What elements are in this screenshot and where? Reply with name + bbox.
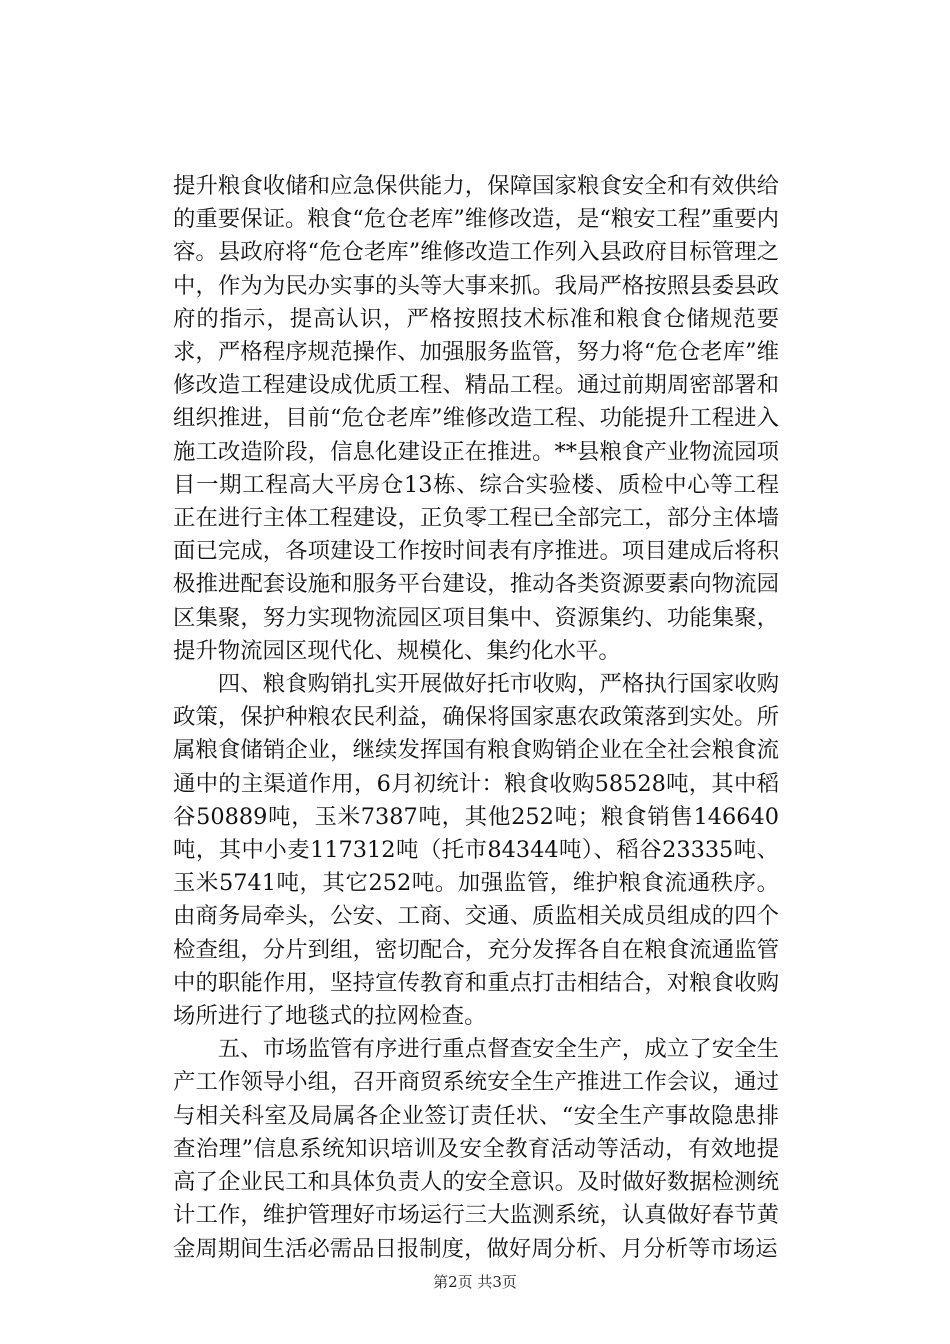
page-footer: 第2页 共3页: [433, 1273, 517, 1291]
paragraph-section-four: 四、粮食购销扎实开展做好托市收购，严格执行国家收购政策，保护种粮农民利益，确保将国家惠农政策落到实处。所属粮食储销企业，继续发挥国有粮食购销企业在全社会粮食流通中的主渠道作用，6月初统计：粮食收购58528吨，其中稻谷50889吨，玉米7387吨，其他252吨；粮食销售146640吨，其中小麦117312吨（托市84344吨）、稻谷23335吨、玉米5741吨，其它252吨。加强监管，维护粮食流通秩序。由商务局牵头，公安、工商、交通、质监相关成员组成的四个检查组，分片到组，密切配合，充分发挥各自在粮食流通监管中的职能作用，坚持宣传教育和重点打击相结合，对粮食收购场所进行了地毯式的拉网检查。: [173, 671, 779, 1030]
document-body: [173, 170, 779, 1266]
paragraph-section-five: 五、市场监管有序进行重点督查安全生产，成立了安全生产工作领导小组，召开商贸系统安全生产推进工作会议，通过与相关科室及局属各企业签订责任状、“安全生产事故隐患排查治理”信息系统知识培训及安全教育活动等活动，有效地提高了企业民工和具体负责人的安全意识。及时做好数据检测统计工作，维护管理好市场运行三大监测系统，认真做好春节黄金周期间生活必需品日报制度，做好周分析、月分析等市场运: [173, 1036, 779, 1262]
paragraph-intro: 提升粮食收储和应急保供能力，保障国家粮食安全和有效供给的重要保证。粮食“危仓老库”维修改造，是“粮安工程”重要内容。县政府将“危仓老库”维修改造工作列入县政府目标管理之中，作为为民办实事的头等大事来抓。我局严格按照县委县政府的指示，提高认识，严格按照技术标准和粮食仓储规范要求，严格程序规范操作、加强服务监管，努力将“危仓老库”维修改造工程建设成优质工程、精品工程。通过前期周密部署和组织推进，目前“危仓老库”维修改造工程、功能提升工程进入施工改造阶段，信息化建设正在推进。**县粮食产业物流园项目一期工程高大平房仓13栋、综合实验楼、质检中心等工程正在进行主体工程建设，正负零工程已全部完工，部分主体墙面已完成，各项建设工作按时间表有序推进。项目建成后将积极推进配套设施和服务平台建设，推动各类资源要素向物流园区集聚，努力实现物流园区项目集中、资源集约、功能集聚，提升物流园区现代化、规模化、集约化水平。: [173, 173, 779, 664]
